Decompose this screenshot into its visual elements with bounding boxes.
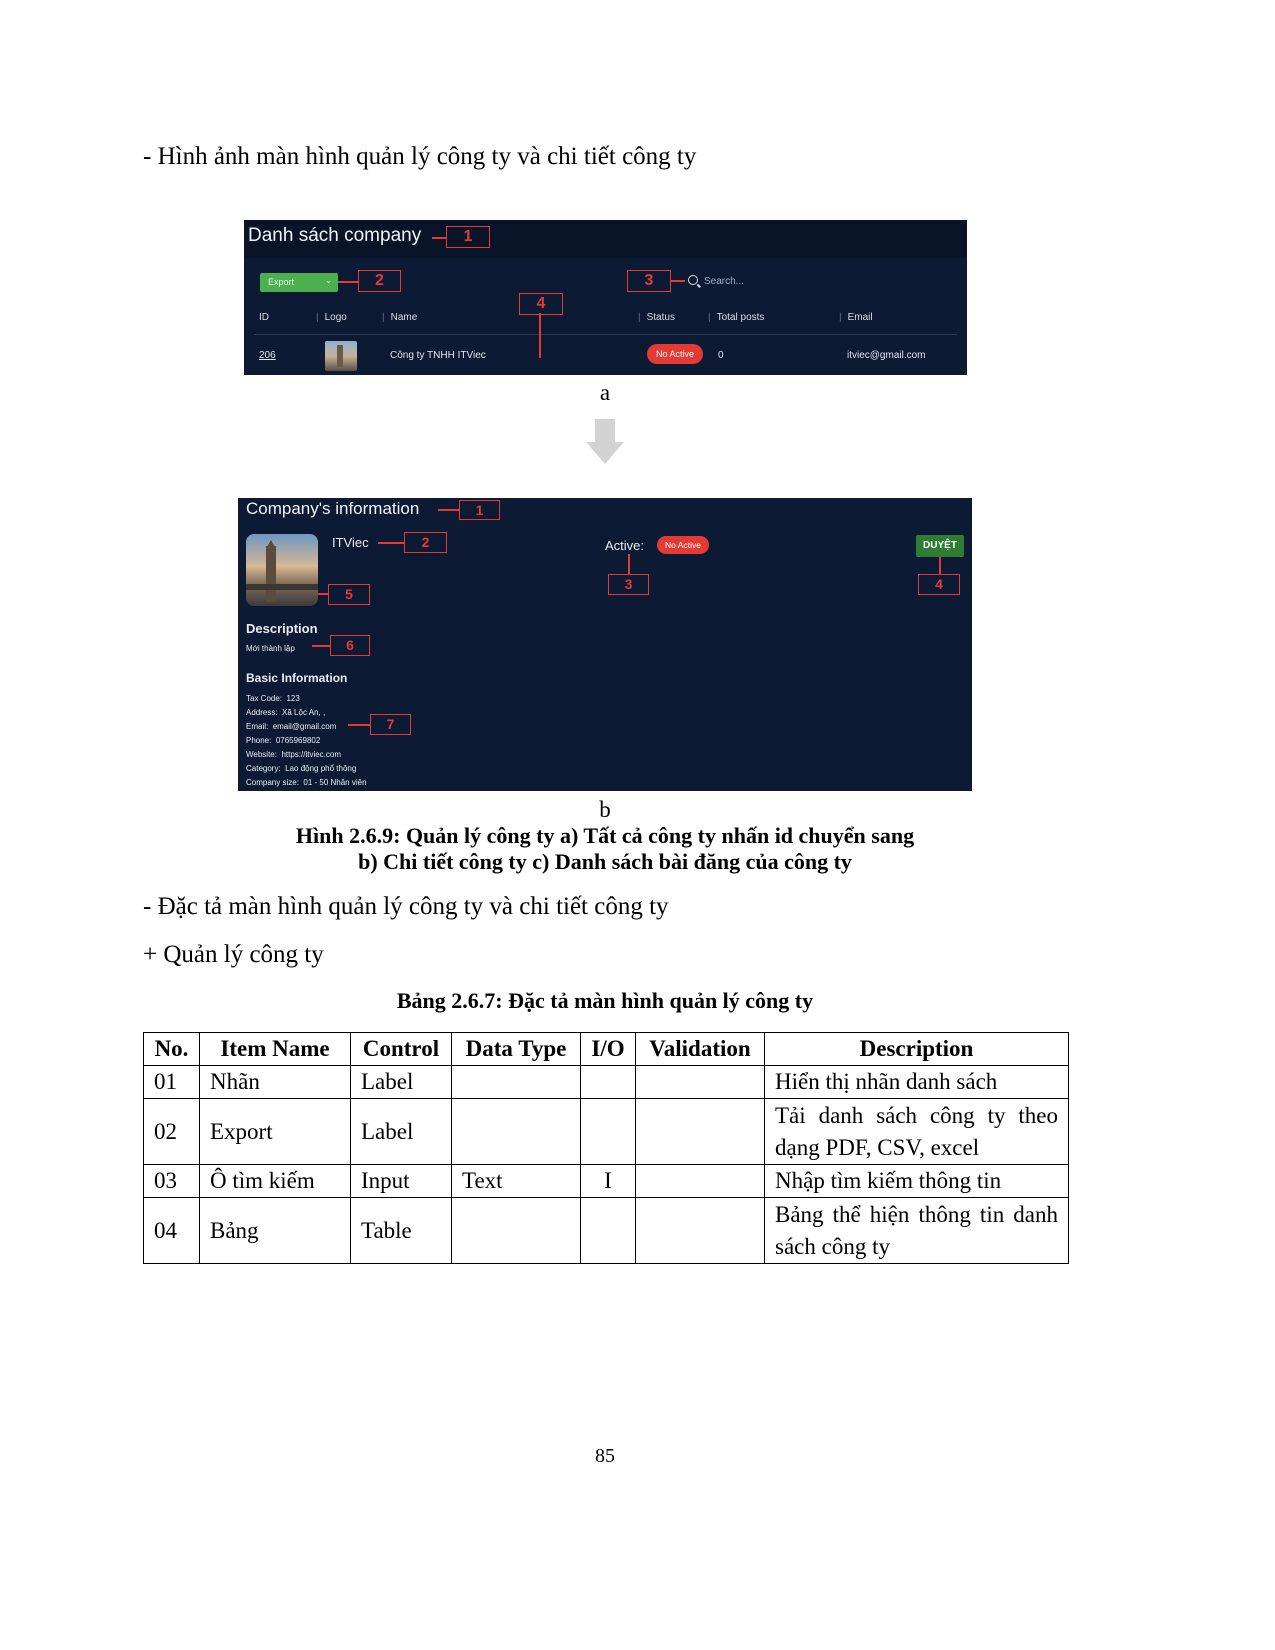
table-cell bbox=[636, 1099, 765, 1165]
annotation-connector bbox=[671, 280, 685, 282]
intro-line: - Hình ảnh màn hình quản lý công ty và chi tiết công ty bbox=[143, 143, 697, 170]
spec-subheading: + Quản lý công ty bbox=[143, 941, 324, 968]
info-row bbox=[246, 722, 336, 731]
bridge-graphic bbox=[246, 584, 318, 590]
description-heading: Description bbox=[246, 621, 318, 636]
info-label: Email: bbox=[246, 722, 269, 731]
table-cell: Table bbox=[351, 1198, 452, 1264]
table-cell bbox=[581, 1198, 636, 1264]
annotation-marker-2: 2 bbox=[404, 532, 447, 553]
info-value: 123 bbox=[286, 694, 300, 703]
table-row bbox=[144, 1165, 1069, 1198]
table-cell: 01 bbox=[144, 1066, 200, 1099]
company-name: ITViec bbox=[332, 535, 369, 550]
table-cell: Label bbox=[351, 1066, 452, 1099]
annotation-marker-1: 1 bbox=[446, 226, 490, 248]
annotation-marker-3: 3 bbox=[627, 270, 671, 292]
annotation-connector bbox=[312, 645, 330, 647]
table-row bbox=[144, 1198, 1069, 1264]
figure-caption bbox=[155, 823, 1055, 875]
info-label: Tax Code: bbox=[246, 694, 283, 703]
status-badge: No Active bbox=[647, 344, 703, 364]
info-label: Website: bbox=[246, 750, 277, 759]
table-cell: Nhập tìm kiếm thông tin bbox=[765, 1165, 1069, 1198]
annotation-marker-5: 5 bbox=[328, 584, 370, 605]
column-header-id[interactable]: ID bbox=[259, 312, 269, 323]
company-avatar bbox=[246, 534, 318, 606]
annotation-connector bbox=[348, 724, 370, 726]
table-row bbox=[144, 1066, 1069, 1099]
export-label: Export bbox=[268, 277, 295, 287]
table-row bbox=[144, 1099, 1069, 1165]
info-value: https://itviec.com bbox=[281, 750, 342, 759]
annotation-marker-7: 7 bbox=[370, 714, 411, 735]
table-cell bbox=[581, 1099, 636, 1165]
annotation-connector bbox=[378, 542, 404, 544]
down-arrow-icon bbox=[595, 419, 615, 444]
table-caption: Bảng 2.6.7: Đặc tả màn hình quản lý công ty bbox=[396, 988, 814, 1013]
info-label: Address: bbox=[246, 708, 278, 717]
table-header: Data Type bbox=[452, 1033, 581, 1066]
info-value: Xã Lộc An, , bbox=[282, 708, 326, 717]
table-cell: I bbox=[581, 1165, 636, 1198]
spec-table bbox=[143, 1032, 1069, 1264]
table-header: Control bbox=[351, 1033, 452, 1066]
annotation-connector bbox=[432, 237, 446, 239]
tower-graphic bbox=[266, 546, 276, 602]
annotation-connector bbox=[939, 557, 941, 574]
search-input[interactable] bbox=[688, 274, 744, 287]
export-button[interactable] bbox=[260, 273, 338, 292]
table-cell: Label bbox=[351, 1099, 452, 1165]
status-badge: No Active bbox=[657, 536, 709, 554]
table-header-row bbox=[144, 1033, 1069, 1066]
info-value: Lao động phổ thông bbox=[285, 764, 357, 773]
annotation-marker-2: 2 bbox=[358, 270, 401, 292]
info-label: Phone: bbox=[246, 736, 272, 745]
basic-info-heading: Basic Information bbox=[246, 671, 348, 685]
company-logo bbox=[325, 341, 357, 371]
company-detail-screenshot bbox=[238, 498, 972, 791]
column-header-name[interactable]: | Name bbox=[382, 312, 417, 323]
annotation-marker-4: 4 bbox=[918, 574, 960, 595]
table-cell: Input bbox=[351, 1165, 452, 1198]
info-value: email@gmail.com bbox=[272, 722, 337, 731]
info-row bbox=[246, 750, 341, 759]
table-header: Validation bbox=[636, 1033, 765, 1066]
table-cell bbox=[636, 1198, 765, 1264]
table-cell: Hiển thị nhãn danh sách bbox=[765, 1066, 1069, 1099]
info-row bbox=[246, 736, 320, 745]
table-cell bbox=[452, 1198, 581, 1264]
info-row bbox=[246, 778, 367, 787]
column-header-status[interactable]: | Status bbox=[638, 312, 675, 323]
table-cell: Tải danh sách công ty theo dạng PDF, CSV, excel bbox=[765, 1099, 1069, 1165]
table-header: Description bbox=[765, 1033, 1069, 1066]
info-label: Company size: bbox=[246, 778, 299, 787]
approve-button[interactable]: DUYỆT bbox=[916, 535, 964, 557]
figure-caption-line-1: Hình 2.6.9: Quản lý công ty a) Tất cả công ty nhấn id chuyển sang bbox=[295, 823, 915, 848]
table-cell bbox=[636, 1165, 765, 1198]
table-cell: 03 bbox=[144, 1165, 200, 1198]
table-cell: Export bbox=[200, 1099, 351, 1165]
annotation-connector bbox=[338, 281, 358, 283]
column-header-email[interactable]: | Email bbox=[839, 312, 873, 323]
column-header-total-posts[interactable]: | Total posts bbox=[708, 312, 764, 323]
info-value: 01 - 50 Nhân viên bbox=[303, 778, 367, 787]
list-title: Danh sách company bbox=[248, 225, 422, 246]
table-cell bbox=[452, 1099, 581, 1165]
table-cell: 04 bbox=[144, 1198, 200, 1264]
table-cell: Ô tìm kiếm bbox=[200, 1165, 351, 1198]
active-label: Active: bbox=[605, 538, 645, 553]
table-cell bbox=[636, 1066, 765, 1099]
table-header: No. bbox=[144, 1033, 200, 1066]
company-list-screenshot bbox=[244, 220, 967, 375]
company-email: itviec@gmail.com bbox=[847, 350, 926, 361]
table-cell bbox=[452, 1066, 581, 1099]
label-b: b bbox=[599, 797, 611, 822]
table-cell: Text bbox=[452, 1165, 581, 1198]
info-label: Category: bbox=[246, 764, 281, 773]
chevron-down-icon: ⌄ bbox=[325, 276, 332, 285]
table-cell bbox=[581, 1066, 636, 1099]
description-text: Mới thành lập bbox=[246, 644, 295, 653]
annotation-connector bbox=[539, 313, 541, 358]
annotation-marker-3: 3 bbox=[608, 574, 649, 595]
total-posts-value: 0 bbox=[718, 350, 724, 361]
table-header: Item Name bbox=[200, 1033, 351, 1066]
info-row bbox=[246, 694, 300, 703]
annotation-connector bbox=[628, 554, 630, 574]
annotation-marker-6: 6 bbox=[330, 635, 370, 656]
page-number: 85 bbox=[595, 1445, 615, 1467]
column-header-logo[interactable]: | Logo bbox=[316, 312, 347, 323]
search-placeholder: Search... bbox=[704, 276, 745, 287]
annotation-connector bbox=[438, 509, 459, 511]
table-header: I/O bbox=[581, 1033, 636, 1066]
info-row bbox=[246, 708, 325, 717]
detail-title: Company's information bbox=[246, 499, 420, 518]
table-cell: Bảng bbox=[200, 1198, 351, 1264]
spec-intro: - Đặc tả màn hình quản lý công ty và chi tiết công ty bbox=[143, 893, 669, 920]
search-icon bbox=[688, 275, 698, 285]
annotation-connector bbox=[318, 593, 328, 595]
label-a: a bbox=[599, 380, 611, 405]
info-value: 0765969802 bbox=[275, 736, 321, 745]
table-cell: Bảng thể hiện thông tin danh sách công ty bbox=[765, 1198, 1069, 1264]
annotation-marker-4: 4 bbox=[519, 293, 563, 315]
header-divider bbox=[254, 334, 957, 335]
info-row bbox=[246, 764, 356, 773]
table-cell: Nhãn bbox=[200, 1066, 351, 1099]
figure-caption-line-2: b) Chi tiết công ty c) Danh sách bài đăng của công ty bbox=[358, 849, 852, 874]
company-name: Công ty TNHH ITViec bbox=[390, 350, 486, 361]
annotation-marker-1: 1 bbox=[459, 500, 500, 520]
company-id-link[interactable]: 206 bbox=[259, 350, 276, 361]
down-arrow-head bbox=[586, 442, 624, 464]
table-cell: 02 bbox=[144, 1099, 200, 1165]
